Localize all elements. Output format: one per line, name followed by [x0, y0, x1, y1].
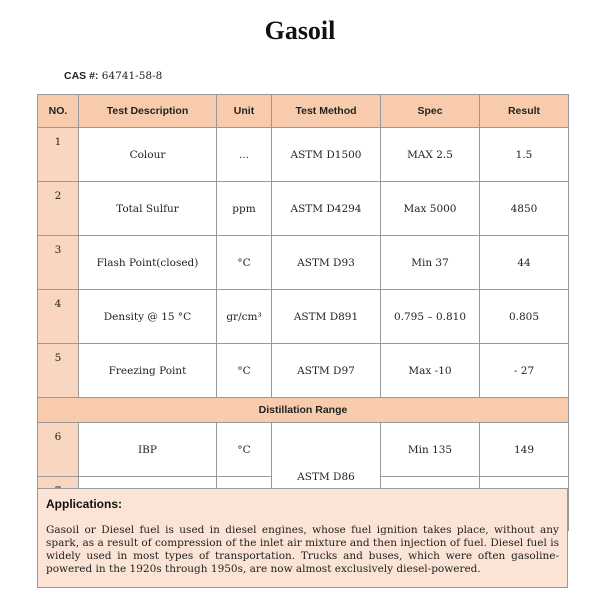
row-description: IBP [79, 423, 217, 477]
header-no: NO. [38, 95, 79, 128]
row-spec: Max -10 [381, 344, 480, 398]
row-unit: ... [217, 128, 272, 182]
spec-table [37, 94, 569, 531]
table-row [38, 344, 569, 398]
row-method: ASTM D93 [272, 236, 381, 290]
row-result: 4850 [480, 182, 569, 236]
table-header-row [38, 95, 569, 128]
header-result: Result [480, 95, 569, 128]
row-method: ASTM D4294 [272, 182, 381, 236]
section-title-distillation-range: Distillation Range [38, 398, 569, 423]
row-description: Density @ 15 °C [79, 290, 217, 344]
section-row [38, 398, 569, 423]
distillation-method: ASTM D86 [272, 423, 381, 531]
row-unit: gr/cm³ [217, 290, 272, 344]
row-unit: °C [217, 344, 272, 398]
row-description: Total Sulfur [79, 182, 217, 236]
row-unit: °C [217, 423, 272, 477]
table-row [38, 290, 569, 344]
row-description: Colour [79, 128, 217, 182]
row-result: 0.805 [480, 290, 569, 344]
cas-label: CAS #: [64, 70, 99, 82]
row-description: Freezing Point [79, 344, 217, 398]
table-row [38, 128, 569, 182]
row-number: 3 [38, 236, 79, 290]
table-row [38, 236, 569, 290]
row-description: Flash Point(closed) [79, 236, 217, 290]
row-method: ASTM D1500 [272, 128, 381, 182]
cas-value: 64741-58-8 [101, 70, 163, 82]
row-number: 4 [38, 290, 79, 344]
applications-text: Gasoil or Diesel fuel is used in diesel engines, whose fuel ignition takes place, without any spark, as a result of compression of the inlet air mixture and then injection of fuel. Diesel fuel is widely used in most types of transportation. Trucks and buses, which were often gasoline-powered in the 1920s through 1950s, are now almost exclusively diesel-powered. [46, 524, 559, 575]
document-title: Gasoil [264, 16, 336, 45]
row-number: 2 [38, 182, 79, 236]
applications-title: Applications: [46, 497, 123, 511]
row-method: ASTM D891 [272, 290, 381, 344]
row-spec: Min 135 [381, 423, 480, 477]
table-row [38, 423, 569, 477]
row-result: 149 [480, 423, 569, 477]
row-spec: MAX 2.5 [381, 128, 480, 182]
header-test-description: Test Description [79, 95, 217, 128]
row-method: ASTM D97 [272, 344, 381, 398]
row-result: - 27 [480, 344, 569, 398]
row-spec: Max 5000 [381, 182, 480, 236]
row-number: 6 [38, 423, 79, 477]
row-number: 1 [38, 128, 79, 182]
cas-number [64, 70, 162, 82]
header-test-method: Test Method [272, 95, 381, 128]
table-row [38, 182, 569, 236]
row-spec: Min 37 [381, 236, 480, 290]
row-unit: ppm [217, 182, 272, 236]
row-number: 5 [38, 344, 79, 398]
row-result: 44 [480, 236, 569, 290]
header-unit: Unit [217, 95, 272, 128]
row-unit: °C [217, 236, 272, 290]
row-result: 1.5 [480, 128, 569, 182]
row-spec: 0.795 – 0.810 [381, 290, 480, 344]
header-spec: Spec [381, 95, 480, 128]
applications-box [37, 488, 568, 588]
